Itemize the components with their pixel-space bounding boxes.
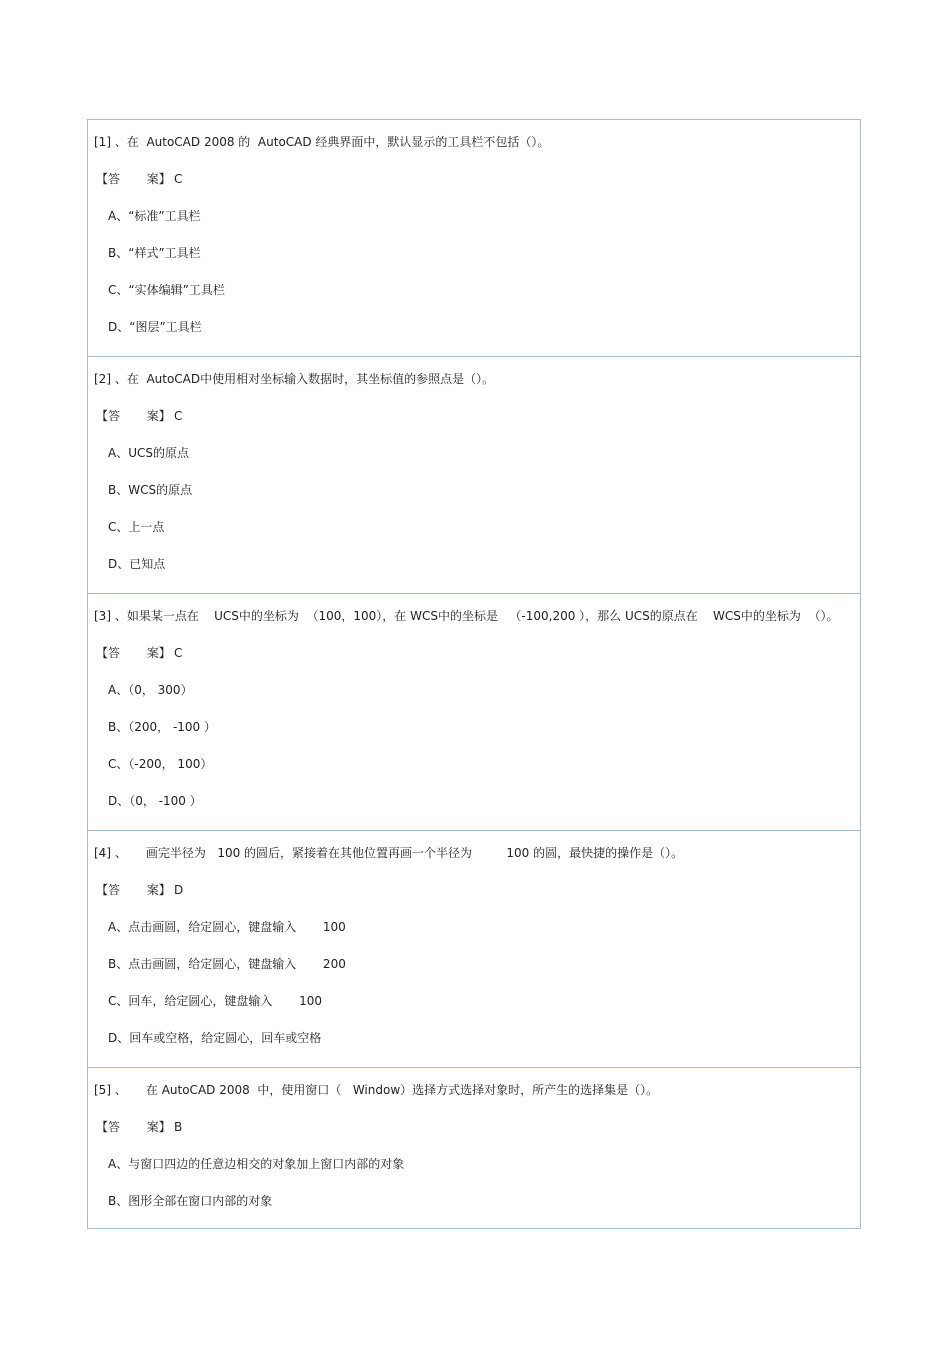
question-text: [1] 、在 AutoCAD 2008 的 AutoCAD 经典界面中，默认显示的工具栏不包括（）。 bbox=[94, 135, 550, 149]
option-d: D、已知点 bbox=[108, 557, 166, 571]
answer-label: 【答 案】 bbox=[96, 172, 171, 186]
question-block-4 bbox=[88, 831, 860, 1068]
question-text: [5] 、 在 AutoCAD 2008 中，使用窗口（ Window）选择方式选择对象时，所产生的选择集是（）。 bbox=[94, 1083, 659, 1097]
question-block-1 bbox=[88, 120, 860, 357]
option-d: D、回车或空格，给定圆心，回车或空格 bbox=[108, 1031, 322, 1045]
answer-value: D bbox=[174, 883, 184, 897]
option-a: A、（0， 300） bbox=[108, 683, 193, 697]
answer-row bbox=[94, 408, 860, 424]
answer-label: 【答 案】 bbox=[96, 1120, 171, 1134]
option-c: C、（-200， 100） bbox=[108, 757, 213, 771]
option-d: D、（0， -100 ） bbox=[108, 794, 202, 808]
option-a: A、与窗口四边的任意边相交的对象加上窗口内部的对象 bbox=[108, 1157, 405, 1171]
answer-value: C bbox=[174, 646, 183, 660]
option-d: D、“图层”工具栏 bbox=[108, 320, 202, 334]
answer-row bbox=[94, 882, 860, 898]
question-block-2 bbox=[88, 357, 860, 594]
option-b: B、“样式”工具栏 bbox=[108, 246, 201, 260]
question-block-5 bbox=[88, 1068, 860, 1228]
option-c: C、“实体编辑”工具栏 bbox=[108, 283, 225, 297]
answer-value: C bbox=[174, 172, 183, 186]
option-b: B、（200， -100 ） bbox=[108, 720, 217, 734]
question-text: [2] 、在 AutoCAD中使用相对坐标输入数据时，其坐标值的参照点是（）。 bbox=[94, 372, 495, 386]
option-c: C、回车，给定圆心，键盘输入 100 bbox=[108, 994, 322, 1008]
question-text: [4] 、 画完半径为 100 的圆后，紧接着在其他位置再画一个半径为 100 的圆，最快捷的操作是（）。 bbox=[94, 846, 684, 860]
quiz-table bbox=[87, 119, 861, 1229]
option-b: B、点击画圆，给定圆心，键盘输入 200 bbox=[108, 957, 346, 971]
answer-row bbox=[94, 645, 860, 661]
option-a: A、点击画圆，给定圆心，键盘输入 100 bbox=[108, 920, 346, 934]
option-b: B、图形全部在窗口内部的对象 bbox=[108, 1194, 273, 1208]
option-a: A、UCS的原点 bbox=[108, 446, 189, 460]
question-block-3 bbox=[88, 594, 860, 831]
answer-value: C bbox=[174, 409, 183, 423]
answer-row bbox=[94, 1119, 860, 1135]
answer-label: 【答 案】 bbox=[96, 646, 171, 660]
answer-row bbox=[94, 171, 860, 187]
answer-label: 【答 案】 bbox=[96, 409, 171, 423]
option-c: C、上一点 bbox=[108, 520, 165, 534]
option-b: B、WCS的原点 bbox=[108, 483, 193, 497]
answer-label: 【答 案】 bbox=[96, 883, 171, 897]
option-a: A、“标准”工具栏 bbox=[108, 209, 201, 223]
answer-value: B bbox=[174, 1120, 183, 1134]
question-text: [3] 、如果某一点在 UCS中的坐标为 （100，100），在 WCS中的坐标是 （-100,200 ），那么 UCS的原点在 WCS中的坐标为 （）。 bbox=[94, 609, 839, 623]
